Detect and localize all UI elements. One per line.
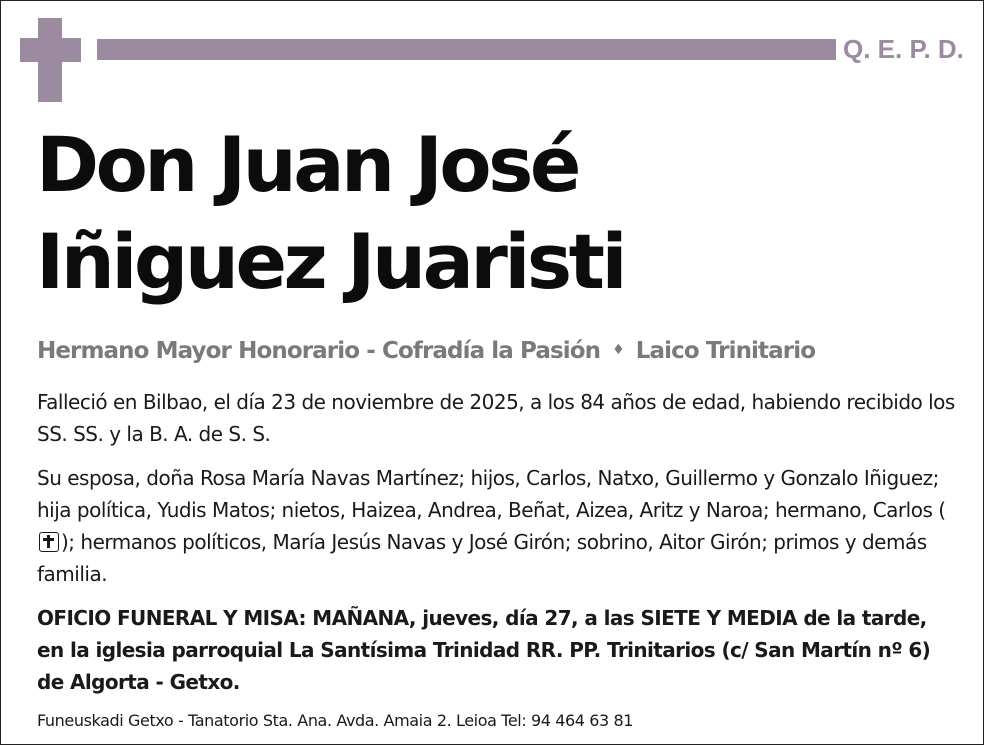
name-line-1: Don Juan José	[36, 120, 578, 209]
diamond-separator-icon: ♦	[612, 342, 624, 358]
qepd-label: Q. E. P. D.	[843, 34, 964, 64]
funeral-home-footer: Funeuskadi Getxo - Tanatorio Sta. Ana. Avda. Amaia 2. Leioa Tel: 94 464 63 81	[37, 711, 634, 730]
family-text-after: ); hermanos políticos, María Jesús Navas y José Girón; sobrino, Aitor Girón; primos y demás familia.	[37, 530, 927, 586]
title-laico: Laico Trinitario	[635, 338, 816, 364]
honorary-titles	[37, 338, 957, 364]
latin-cross-icon	[20, 18, 81, 102]
family-text-before: Su esposa, doña Rosa María Navas Martínez; hijos, Carlos, Natxo, Guillermo y Gonzalo Iñiguez; hija política, Yudis Matos; nietos, Haizea, Andrea, Beñat, Aizea, Aritz y Naroa; hermano, Carlos (	[37, 466, 946, 522]
deceased-name	[36, 116, 956, 310]
death-statement: Falleció en Bilbao, el día 23 de noviembre de 2025, a los 84 años de edad, habiendo recibido los SS. SS. y la B. A. de S. S.	[37, 390, 955, 446]
family-list	[37, 462, 957, 590]
funeral-announcement: OFICIO FUNERAL Y MISA: MAÑANA, jueves, día 27, a las SIETE Y MEDIA de la tarde, en la iglesia parroquial La Santísima Trinidad RR. PP. Trinitarios (c/ San Martín nº 6) de Algorta - Getxo.	[37, 606, 931, 694]
header-rule	[97, 39, 836, 60]
name-line-2: Iñiguez Juaristi	[36, 217, 624, 306]
title-cofradia: Hermano Mayor Honorario - Cofradía la Pasión	[37, 338, 601, 364]
boxed-cross-icon	[39, 532, 59, 552]
